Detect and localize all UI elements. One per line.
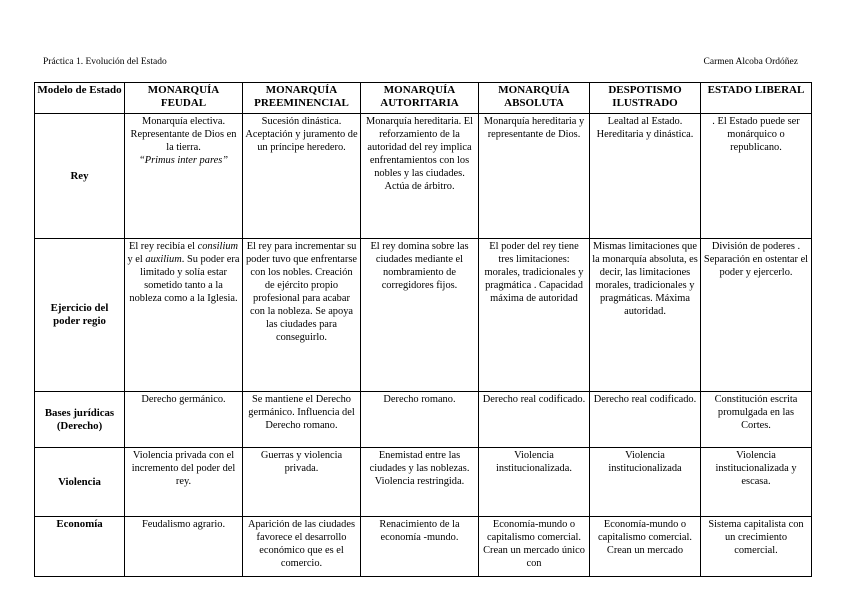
table-cell: Sistema capitalista con un crecimiento comercial. — [701, 517, 812, 577]
row-header: Economía — [35, 517, 125, 577]
table-cell — [125, 114, 243, 239]
table-cell: Derecho real codificado. — [479, 392, 590, 448]
table-cell: Guerras y violencia privada. — [243, 448, 361, 517]
table-row — [35, 517, 812, 577]
table-cell: Derecho germánico. — [125, 392, 243, 448]
table-cell: Se mantiene el Derecho germánico. Influencia del Derecho romano. — [243, 392, 361, 448]
document-header-left: Práctica 1. Evolución del Estado — [43, 57, 167, 67]
table-cell: Monarquía hereditaria. El reforzamiento de la autoridad del rey implica enfrentamientos con los nobles y las ciudades. Actúa de árbitro. — [361, 114, 479, 239]
column-header: MONARQUÍA ABSOLUTA — [479, 83, 590, 114]
table-cell: Violencia institucionalizada y escasa. — [701, 448, 812, 517]
column-header: MONARQUÍA PREEMINENCIAL — [243, 83, 361, 114]
cell-text: . Su poder era limitado y solía estar sometido tanto a la nobleza como a la Iglesia. — [129, 254, 240, 304]
row-header: Bases jurídicas (Derecho) — [35, 392, 125, 448]
table-cell: Monarquía hereditaria y representante de Dios. — [479, 114, 590, 239]
row-header: Violencia — [35, 448, 125, 517]
cell-text: auxilium — [145, 254, 182, 265]
column-header: DESPOTISMO ILUSTRADO — [590, 83, 701, 114]
table-row — [35, 114, 812, 239]
table-cell: División de poderes . Separación en ostentar el poder y ejercerlo. — [701, 239, 812, 392]
column-header: MONARQUÍA FEUDAL — [125, 83, 243, 114]
row-header: Rey — [35, 114, 125, 239]
table-cell: Sucesión dinástica. Aceptación y juramento de un príncipe heredero. — [243, 114, 361, 239]
column-header: ESTADO LIBERAL — [701, 83, 812, 114]
cell-text: Monarquía electiva. — [141, 116, 226, 127]
table-cell: Renacimiento de la economía -mundo. — [361, 517, 479, 577]
table-cell: El rey domina sobre las ciudades mediante el nombramiento de corregidores fijos. — [361, 239, 479, 392]
cell-text: El rey recibía el — [128, 241, 198, 252]
table-cell: Violencia institucionalizada — [590, 448, 701, 517]
column-header: MONARQUÍA AUTORITARIA — [361, 83, 479, 114]
table-row — [35, 448, 812, 517]
state-evolution-table — [34, 82, 812, 577]
table-cell: Derecho romano. — [361, 392, 479, 448]
table-row — [35, 239, 812, 392]
table-cell: El poder del rey tiene tres limitaciones: morales, tradicionales y pragmática . Capacidad máxima de autoridad — [479, 239, 590, 392]
table-cell: Enemistad entre las ciudades y las noblezas. Violencia restringida. — [361, 448, 479, 517]
cell-text: consilium — [197, 241, 239, 252]
table-cell: Feudalismo agrario. — [125, 517, 243, 577]
table-cell: Economía-mundo o capitalismo comercial. Crean un mercado único con — [479, 517, 590, 577]
table-cell: Lealtad al Estado. Hereditaria y dinástica. — [590, 114, 701, 239]
table-cell: . El Estado puede ser monárquico o republicano. — [701, 114, 812, 239]
cell-text: Representante de Dios en la tierra. — [130, 129, 237, 153]
table-header-row — [35, 83, 812, 114]
table-cell — [125, 239, 243, 392]
table-cell: Constitución escrita promulgada en las Cortes. — [701, 392, 812, 448]
table-cell: Violencia privada con el incremento del poder del rey. — [125, 448, 243, 517]
table-row — [35, 392, 812, 448]
table-cell: Violencia institucionalizada. — [479, 448, 590, 517]
corner-header: Modelo de Estado — [35, 83, 125, 114]
cell-text: “Primus inter pares” — [138, 155, 229, 166]
row-header: Ejercicio del poder regio — [35, 239, 125, 392]
document-header-right: Carmen Alcoba Ordóñez — [703, 57, 798, 67]
table-cell: Mismas limitaciones que la monarquía absoluta, es decir, las limitaciones morales, tradicionales y pragmáticas. Máxima autoridad. — [590, 239, 701, 392]
cell-text: y el — [127, 254, 146, 265]
table-cell: Derecho real codificado. — [590, 392, 701, 448]
table-cell: Aparición de las ciudades favorece el desarrollo económico que es el comercio. — [243, 517, 361, 577]
table-cell: El rey para incrementar su poder tuvo que enfrentarse con los nobles. Creación de ejército propio profesional para acabar con la nobleza. Se apoya las ciudades para conseguirlo. — [243, 239, 361, 392]
table-cell: Economía-mundo o capitalismo comercial. Crean un mercado — [590, 517, 701, 577]
